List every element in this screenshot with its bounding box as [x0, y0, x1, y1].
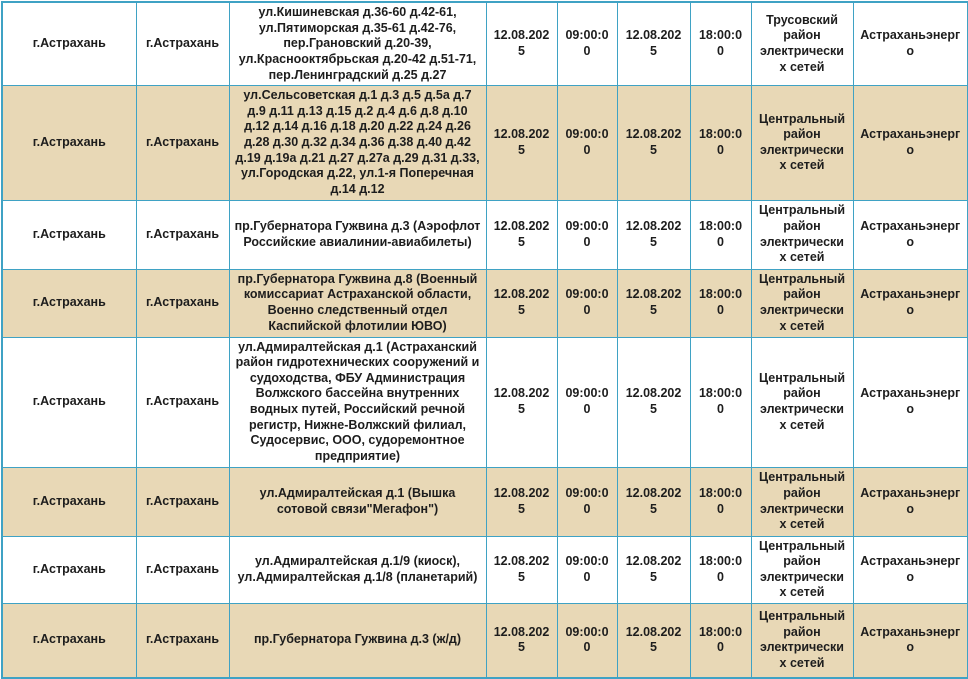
- cell-locality: г.Астрахань: [136, 86, 229, 200]
- cell-settlement: г.Астрахань: [2, 2, 136, 86]
- cell-start-time: 09:00:00: [557, 536, 617, 604]
- table-row: [2, 467, 968, 536]
- cell-end-date: 12.08.2025: [617, 2, 690, 86]
- cell-start-date: 12.08.2025: [486, 604, 557, 678]
- cell-settlement: г.Астрахань: [2, 467, 136, 536]
- cell-start-date: 12.08.2025: [486, 200, 557, 269]
- cell-settlement: г.Астрахань: [2, 337, 136, 467]
- cell-end-time: 18:00:00: [690, 604, 751, 678]
- table-row: [2, 604, 968, 678]
- cell-company: Астраханьэнерго: [853, 2, 968, 86]
- cell-end-date: 12.08.2025: [617, 269, 690, 337]
- table-row: [2, 200, 968, 269]
- cell-district: Центральный район электрических сетей: [751, 86, 853, 200]
- cell-start-date: 12.08.2025: [486, 536, 557, 604]
- cell-end-date: 12.08.2025: [617, 467, 690, 536]
- cell-locality: г.Астрахань: [136, 604, 229, 678]
- table-row: [2, 337, 968, 467]
- cell-district: Центральный район электрических сетей: [751, 536, 853, 604]
- outage-schedule-table: [1, 1, 968, 679]
- cell-start-date: 12.08.2025: [486, 86, 557, 200]
- cell-district: Трусовский район электрических сетей: [751, 2, 853, 86]
- cell-end-date: 12.08.2025: [617, 536, 690, 604]
- cell-addresses: пр.Губернатора Гужвина д.3 (ж/д): [229, 604, 486, 678]
- table-row: [2, 269, 968, 337]
- cell-end-time: 18:00:00: [690, 269, 751, 337]
- cell-locality: г.Астрахань: [136, 2, 229, 86]
- cell-locality: г.Астрахань: [136, 269, 229, 337]
- cell-locality: г.Астрахань: [136, 467, 229, 536]
- cell-start-time: 09:00:00: [557, 2, 617, 86]
- cell-settlement: г.Астрахань: [2, 269, 136, 337]
- cell-company: Астраханьэнерго: [853, 269, 968, 337]
- cell-company: Астраханьэнерго: [853, 536, 968, 604]
- cell-company: Астраханьэнерго: [853, 200, 968, 269]
- cell-end-time: 18:00:00: [690, 337, 751, 467]
- cell-locality: г.Астрахань: [136, 200, 229, 269]
- cell-start-date: 12.08.2025: [486, 2, 557, 86]
- cell-end-time: 18:00:00: [690, 467, 751, 536]
- cell-company: Астраханьэнерго: [853, 337, 968, 467]
- cell-end-date: 12.08.2025: [617, 200, 690, 269]
- cell-start-time: 09:00:00: [557, 467, 617, 536]
- cell-company: Астраханьэнерго: [853, 86, 968, 200]
- cell-addresses: ул.Адмиралтейская д.1/9 (киоск), ул.Адмиралтейская д.1/8 (планетарий): [229, 536, 486, 604]
- cell-settlement: г.Астрахань: [2, 604, 136, 678]
- cell-addresses: пр.Губернатора Гужвина д.3 (Аэрофлот Российские авиалинии-авиабилеты): [229, 200, 486, 269]
- cell-start-time: 09:00:00: [557, 604, 617, 678]
- cell-locality: г.Астрахань: [136, 536, 229, 604]
- cell-end-time: 18:00:00: [690, 536, 751, 604]
- cell-settlement: г.Астрахань: [2, 536, 136, 604]
- cell-addresses: ул.Сельсоветская д.1 д.3 д.5 д.5а д.7 д.9 д.11 д.13 д.15 д.2 д.4 д.6 д.8 д.10 д.12 д.14 д.16 д.18 д.20 д.22 д.24 д.26 д.28 д.30 д.32 д.34 д.36 д.38 д.40 д.42 д.19 д.19а д.21 д.27 д.27а д.29 д.31 д.33, ул.Городская д.22, ул.1-я Поперечная д.14 д.12: [229, 86, 486, 200]
- cell-district: Центральный район электрических сетей: [751, 467, 853, 536]
- cell-locality: г.Астрахань: [136, 337, 229, 467]
- cell-addresses: пр.Губернатора Гужвина д.8 (Военный комиссариат Астраханской области, Военно следственный отдел Каспийской флотилии ЮВО): [229, 269, 486, 337]
- cell-district: Центральный район электрических сетей: [751, 337, 853, 467]
- cell-company: Астраханьэнерго: [853, 467, 968, 536]
- cell-start-date: 12.08.2025: [486, 467, 557, 536]
- cell-end-time: 18:00:00: [690, 200, 751, 269]
- cell-district: Центральный район электрических сетей: [751, 269, 853, 337]
- cell-addresses: ул.Кишиневская д.36-60 д.42-61, ул.Пятиморская д.35-61 д.42-76, пер.Грановский д.20-39, ул.Краснооктябрьская д.20-42 д.51-71, пер.Ленинградский д.25 д.27: [229, 2, 486, 86]
- cell-start-time: 09:00:00: [557, 86, 617, 200]
- cell-start-date: 12.08.2025: [486, 269, 557, 337]
- cell-settlement: г.Астрахань: [2, 200, 136, 269]
- cell-end-date: 12.08.2025: [617, 337, 690, 467]
- cell-start-time: 09:00:00: [557, 200, 617, 269]
- cell-end-time: 18:00:00: [690, 86, 751, 200]
- cell-district: Центральный район электрических сетей: [751, 604, 853, 678]
- table-row: [2, 2, 968, 86]
- cell-addresses: ул.Адмиралтейская д.1 (Вышка сотовой связи"Мегафон"): [229, 467, 486, 536]
- cell-start-date: 12.08.2025: [486, 337, 557, 467]
- cell-district: Центральный район электрических сетей: [751, 200, 853, 269]
- cell-end-time: 18:00:00: [690, 2, 751, 86]
- cell-end-date: 12.08.2025: [617, 604, 690, 678]
- cell-end-date: 12.08.2025: [617, 86, 690, 200]
- table-row: [2, 86, 968, 200]
- cell-start-time: 09:00:00: [557, 269, 617, 337]
- cell-company: Астраханьэнерго: [853, 604, 968, 678]
- cell-addresses: ул.Адмиралтейская д.1 (Астраханский район гидротехнических сооружений и судоходства, ФБУ Администрация Волжского бассейна внутренних водных путей, Российский речной регистр, Нижне-Волжский филиал, Судосервис, ООО, судоремонтное предприятие): [229, 337, 486, 467]
- table-row: [2, 536, 968, 604]
- cell-start-time: 09:00:00: [557, 337, 617, 467]
- cell-settlement: г.Астрахань: [2, 86, 136, 200]
